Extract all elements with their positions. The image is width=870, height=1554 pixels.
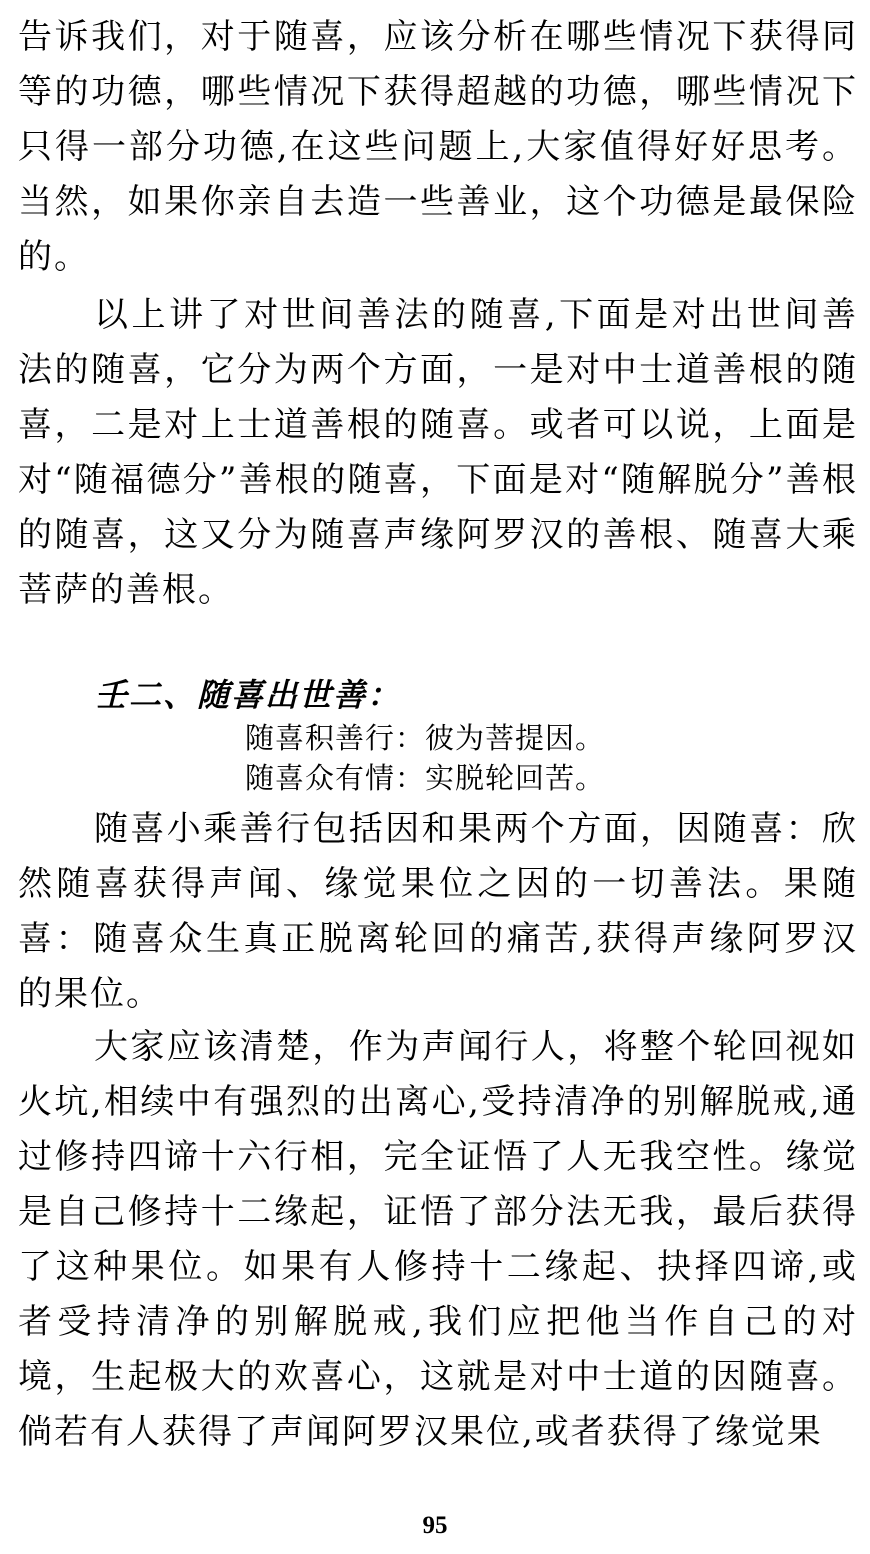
verse-line-2: 随喜众有情：实脱轮回苦。 <box>245 761 606 795</box>
page-number: 95 <box>422 1512 448 1539</box>
section-heading: 壬二、随喜出世善： <box>95 676 402 714</box>
paragraph-shravaka-pratyekabuddha: 大家应该清楚，作为声闻行人，将整个轮回视如火坑,相续中有强烈的出离心,受持清净的别解脱戒,通过修持四谛十六行相，完全证悟了人无我空性。缘觉是自己修持十二缘起，证悟了部分法无我，最后获得了这种果位。如果有人修持十二缘起、抉择四谛,或者受持清净的别解脱戒,我们应把他当作自己的对境，生起极大的欢喜心，这就是对中士道的因随喜。倘若有人获得了声闻阿罗汉果位,或者获得了缘觉果 <box>18 1027 858 1452</box>
paragraph-transcendent-rejoicing-intro: 以上讲了对世间善法的随喜,下面是对出世间善法的随喜，它分为两个方面，一是对中士道善根的随喜，二是对上士道善根的随喜。或者可以说，上面是对“随福德分”善根的随喜，下面是对“随解脱分”善根的随喜，这又分为随喜声缘阿罗汉的善根、随喜大乘菩萨的善根。 <box>18 295 858 610</box>
verse-line-1: 随喜积善行：彼为菩提因。 <box>245 721 606 755</box>
paragraph-merit-analysis: 告诉我们，对于随喜，应该分析在哪些情况下获得同等的功德，哪些情况下获得超越的功德，哪些情况下只得一部分功德,在这些问题上,大家值得好好思考。当然，如果你亲自去造一些善业，这个功德是最保险的。 <box>18 17 858 277</box>
paragraph-lesser-vehicle-rejoicing: 随喜小乘善行包括因和果两个方面，因随喜：欣然随喜获得声闻、缘觉果位之因的一切善法。果随喜：随喜众生真正脱离轮回的痛苦,获得声缘阿罗汉的果位。 <box>18 809 858 1014</box>
